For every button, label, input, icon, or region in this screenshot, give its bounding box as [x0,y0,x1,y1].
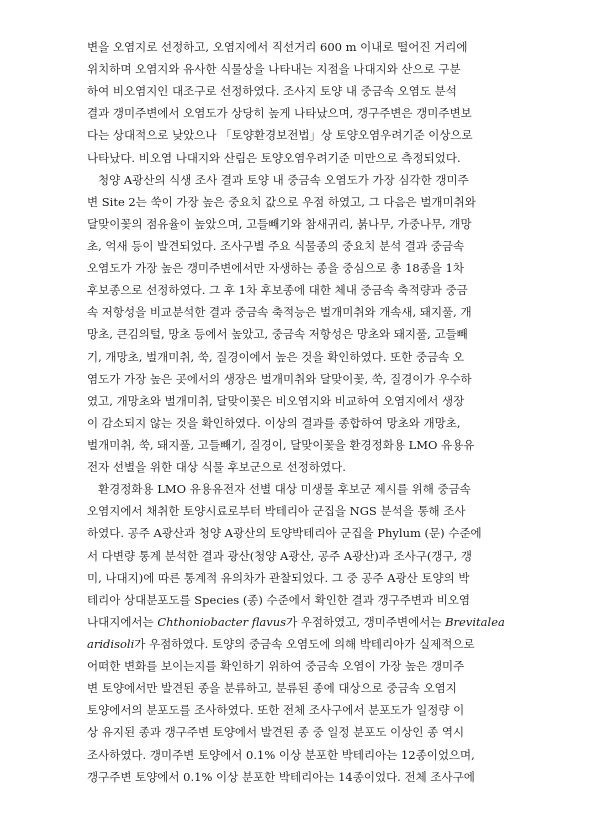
text-line: 변 토양에서만 발견된 종을 분류하고, 분류된 종에 대상으로 중금속 오염지 [87,681,457,696]
text-line: 변을 오염지로 선정하고, 오염지에서 직선거리 600 m 이내로 떨어진 거리에 [87,40,468,54]
paragraph-3 [87,478,520,788]
text-line: 테리아 상대분포도를 Species (종) 수준에서 확인한 결과 갱구주변과 비오염 [87,592,471,607]
text-line: 서 다변량 통계 분석한 결과 광산(청양 A광산, 공주 A광산)과 조사구(갱구, 갱 [87,548,472,563]
paragraph-2 [87,169,520,479]
text-line: 미, 나대지)에 따른 통계적 유의차가 관찰되었다. 그 중 공주 A광산 토양의 박 [87,570,470,585]
text-line: 청양 A광산의 식생 조사 결과 토양 내 중금속 오염도가 가장 심각한 갱미주 [98,172,469,187]
text-line: 이 감소되지 않는 것을 확인하였다. 이상의 결과를 종합하여 망초와 개망초, [87,415,461,430]
text-line: 다는 상대적으로 낮았으나 「토양환경보전법」상 토양오염우려기준 이상으로 [87,128,473,143]
text-line: 결과 갱미주변에서 오염도가 상당히 높게 나타났으며, 갱구주변은 갱미주변보 [87,106,472,121]
paragraph-1 [87,36,520,169]
text-line: 였고, 개망초와 벌개미취, 달맞이꽃은 비오염지와 비교하여 오염지에서 생장 [87,393,465,408]
text-line: 망초, 큰김의털, 망초 등에서 높았고, 중금속 저항성은 망초와 돼지풀, 고들빼 [87,327,468,342]
text-line: 하여 비오염지인 대조구로 선정하였다. 조사지 토양 내 중금속 오염도 분석 [87,84,457,99]
text-line: 나타났다. 비오염 나대지와 산림은 토양오염우려기준 미만으로 측정되었다. [87,150,461,165]
text-line: 초, 억새 등이 발견되었다. 조사구별 주요 식물종의 중요치 분석 결과 중금속 [87,238,465,253]
text-line: 오염지에서 채취한 토양시료로부터 박테리아 군집을 NGS 분석을 통해 조사 [87,504,466,519]
text-line: 오염도가 가장 높은 갱미주변에서만 자생하는 종을 중심으로 총 18종을 1차 [87,261,465,276]
species-name: Chthoniobacter flavus [157,614,287,629]
text-line: 환경정화용 LMO 유용유전자 선별 대상 미생물 후보군 제시를 위해 중금속 [98,482,471,497]
text-line: aridisoli가 우점하였다. 토양의 중금속 오염도에 의해 박테리아가 실제적으로 [87,636,475,651]
body-text [87,36,520,788]
text-line: 속 저항성을 비교분석한 결과 중금속 축적능은 벌개미취와 개속새, 돼지풀, 개 [87,305,472,320]
text-line: 조사하였다. 갱미주변 토양에서 0.1% 이상 분포한 박테리아는 12종이었으며, [87,747,475,762]
text-line: 하였다. 공주 A광산과 청양 A광산의 토양박테리아 군집을 Phylum (문) 수준에 [87,526,482,541]
text-line: 전자 선별을 위한 대상 식물 후보군으로 선정하였다. [87,460,346,475]
text-line: 상 유지된 종과 갱구주변 토양에서 발견된 종 중 일정 분포도 이상인 종 역시 [87,725,465,740]
text-line: 후보종으로 선정하였다. 그 후 1차 후보종에 대한 체내 중금속 축적량과 중금 [87,283,468,298]
text-line: 달맞이꽃의 점유율이 높았으며, 고들빼기와 참새귀리, 붉나무, 가중나무, 개망 [87,216,472,231]
species-name: Brevitalea [445,614,505,629]
text-line: 갱구주변 토양에서 0.1% 이상 분포한 박테리아는 14종이었다. 전체 조사구에 [87,769,475,784]
text-line: 기, 개망초, 벌개미취, 쑥, 질경이에서 높은 것을 확인하였다. 또한 중금속 오 [87,349,464,364]
species-name: aridisoli [87,636,135,651]
text-line: 어떠한 변화를 보이는지를 확인하기 위하여 중금속 오염이 가장 높은 갱미주 [87,659,465,674]
text-line: 위치하며 오염지와 유사한 식물상을 나타내는 지점을 나대지와 산으로 구분 [87,62,461,77]
text-line: 염도가 가장 높은 곳에서의 생장은 벌개미취와 달맞이꽃, 쑥, 질경이가 우수하 [87,371,472,386]
text-line: 토양에서의 분포도를 조사하였다. 또한 전체 조사구에서 분포도가 일정량 이 [87,703,465,718]
text-line: 변 Site 2는 쑥이 가장 높은 중요치 값으로 우점 하였고, 그 다음은 벌개미취와 [87,194,476,209]
text-line: 나대지에서는 Chthoniobacter flavus가 우점하였고, 갱미주변에서는 Brevitalea [87,614,505,629]
text-line: 벌개미취, 쑥, 돼지풀, 고들빼기, 질경이, 달맞이꽃을 환경정화용 LMO 유용유 [87,437,475,452]
